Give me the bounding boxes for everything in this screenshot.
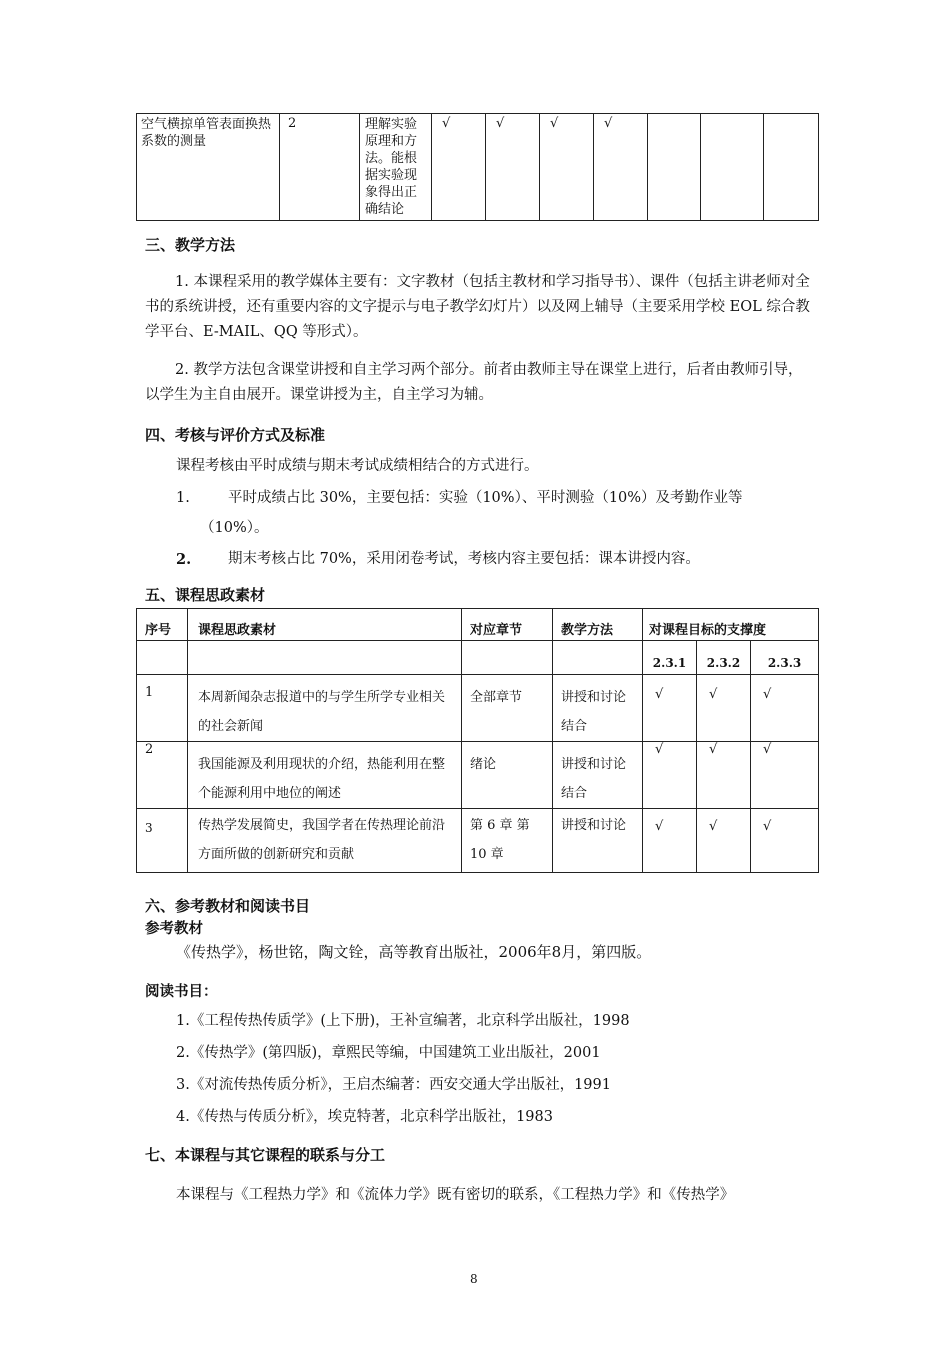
- page-number: 8: [470, 1272, 478, 1286]
- row-material: 本周新闻杂志报道中的与学生所学专业相关的社会新闻: [198, 690, 446, 734]
- row-chapter: 绪论: [470, 757, 497, 772]
- check-cell: [701, 114, 764, 221]
- reading-item-4: 4.《传热与传质分析》，埃克特著，北京科学出版社，1983: [176, 1109, 553, 1125]
- reading-item-3: 3.《对流传热传质分析》，王启杰编著：西安交通大学出版社，1991: [176, 1077, 611, 1093]
- row-method: 讲授和讨论: [561, 818, 627, 833]
- goal-2-3-2: 2.3.2: [697, 641, 751, 675]
- experiment-hours-cell: [280, 114, 360, 221]
- check-mark: √: [655, 687, 664, 702]
- check-mark: √: [709, 819, 718, 834]
- reference-text: 《传热学》，杨世铭，陶文铨，高等教育出版社，2006年8月，第四版。: [176, 943, 652, 961]
- table-row: [137, 742, 819, 809]
- check-mark: √: [709, 687, 718, 702]
- check-mark: √: [496, 116, 505, 131]
- section-3-paragraph-1: 1. 本课程采用的教学媒体主要有：文字教材（包括主教材和学习指导书）、课件（包括主讲老师对全书的系统讲授，还有重要内容的文字提示与电子教学幻灯片）以及网上辅导（主要采用学校 EOL 综合教学平台、E-MAIL、QQ 等形式）。: [145, 274, 810, 340]
- assessment-item-2-number: 2.: [176, 551, 192, 568]
- check-mark: √: [763, 687, 772, 702]
- check-cell: [486, 114, 540, 221]
- check-mark: √: [763, 819, 772, 834]
- header-chapter: 对应章节: [462, 609, 553, 641]
- assessment-item-1-number: 1.: [176, 490, 190, 506]
- section-5-title: 五、课程思政素材: [145, 586, 266, 604]
- section-3-paragraph-2: 2. 教学方法包含课堂讲授和自主学习两个部分。前者由教师主导在课堂上进行，后者由教师引导，以学生为主自由展开。课堂讲授为主，自主学习为辅。: [145, 362, 803, 403]
- reading-item-1: 1.《工程传热传质学》(上下册)，王补宣编著，北京科学出版社，1998: [176, 1013, 630, 1029]
- check-cell: [432, 114, 486, 221]
- row-material: 传热学发展简史，我国学者在传热理论前沿方面所做的创新研究和贡献: [198, 818, 446, 862]
- row-method: 讲授和讨论结合: [561, 757, 627, 801]
- check-mark: √: [604, 116, 613, 131]
- reading-item-2: 2.《传热学》(第四版)，章熙民等编，中国建筑工业出版社，2001: [176, 1045, 601, 1061]
- check-cell: [764, 114, 819, 221]
- check-mark: √: [655, 819, 664, 834]
- row-no: 1: [145, 685, 154, 700]
- section-4-title: 四、考核与评价方式及标准: [145, 426, 326, 444]
- header-no: 序号: [137, 609, 188, 641]
- reading-title: 阅读书目：: [145, 983, 218, 1000]
- check-cell: [594, 114, 648, 221]
- row-no: 2: [145, 742, 154, 757]
- check-mark: √: [442, 116, 451, 131]
- goal-2-3-3: 2.3.3: [751, 641, 819, 675]
- check-cell: [648, 114, 701, 221]
- experiment-table: [136, 113, 819, 221]
- row-chapter: 第 6 章 第 10 章: [470, 818, 530, 862]
- table-row: [137, 809, 819, 873]
- row-material: 我国能源及利用现状的介绍，热能利用在整个能源利用中地位的阐述: [198, 757, 446, 801]
- header-method: 教学方法: [553, 609, 643, 641]
- section-3-title: 三、教学方法: [145, 236, 236, 254]
- header-material: 课程思政素材: [188, 609, 462, 641]
- reference-title: 参考教材: [145, 920, 203, 937]
- experiment-requirement: 理解实验原理和方法。能根据实验现象得出正确结论: [365, 117, 418, 217]
- row-chapter: 全部章节: [470, 690, 523, 705]
- row-no: 3: [145, 821, 153, 835]
- experiment-name-cell: [137, 114, 280, 221]
- header-support: 对课程目标的支撑度: [643, 609, 819, 641]
- section-7-title: 七、本课程与其它课程的联系与分工: [145, 1146, 386, 1164]
- check-mark: √: [550, 116, 559, 131]
- assessment-item-1-continuation: （10%）。: [200, 520, 269, 536]
- experiment-hours: 2: [288, 116, 297, 131]
- goal-2-3-1: 2.3.1: [643, 641, 697, 675]
- assessment-item-1-text: 平时成绩占比 30%，主要包括：实验（10%）、平时测验（10%）及考勤作业等: [228, 490, 743, 506]
- experiment-requirement-cell: [360, 114, 432, 221]
- section-7-paragraph-1: 本课程与《工程热力学》和《流体力学》既有密切的联系，《工程热力学》和《传热学》: [176, 1187, 735, 1203]
- check-mark: √: [763, 742, 772, 757]
- check-mark: √: [709, 742, 718, 757]
- ideology-table: [136, 608, 819, 873]
- check-mark: √: [655, 742, 664, 757]
- check-cell: [540, 114, 594, 221]
- section-4-intro: 课程考核由平时成绩与期末考试成绩相结合的方式进行。: [176, 458, 539, 474]
- section-6-title: 六、参考教材和阅读书目: [145, 897, 311, 915]
- table-row: [137, 675, 819, 742]
- assessment-item-2-text: 期末考核占比 70%，采用闭卷考试，考核内容主要包括：课本讲授内容。: [228, 551, 700, 567]
- row-method: 讲授和讨论结合: [561, 690, 627, 734]
- experiment-name: 空气横掠单管表面换热系数的测量: [141, 117, 272, 149]
